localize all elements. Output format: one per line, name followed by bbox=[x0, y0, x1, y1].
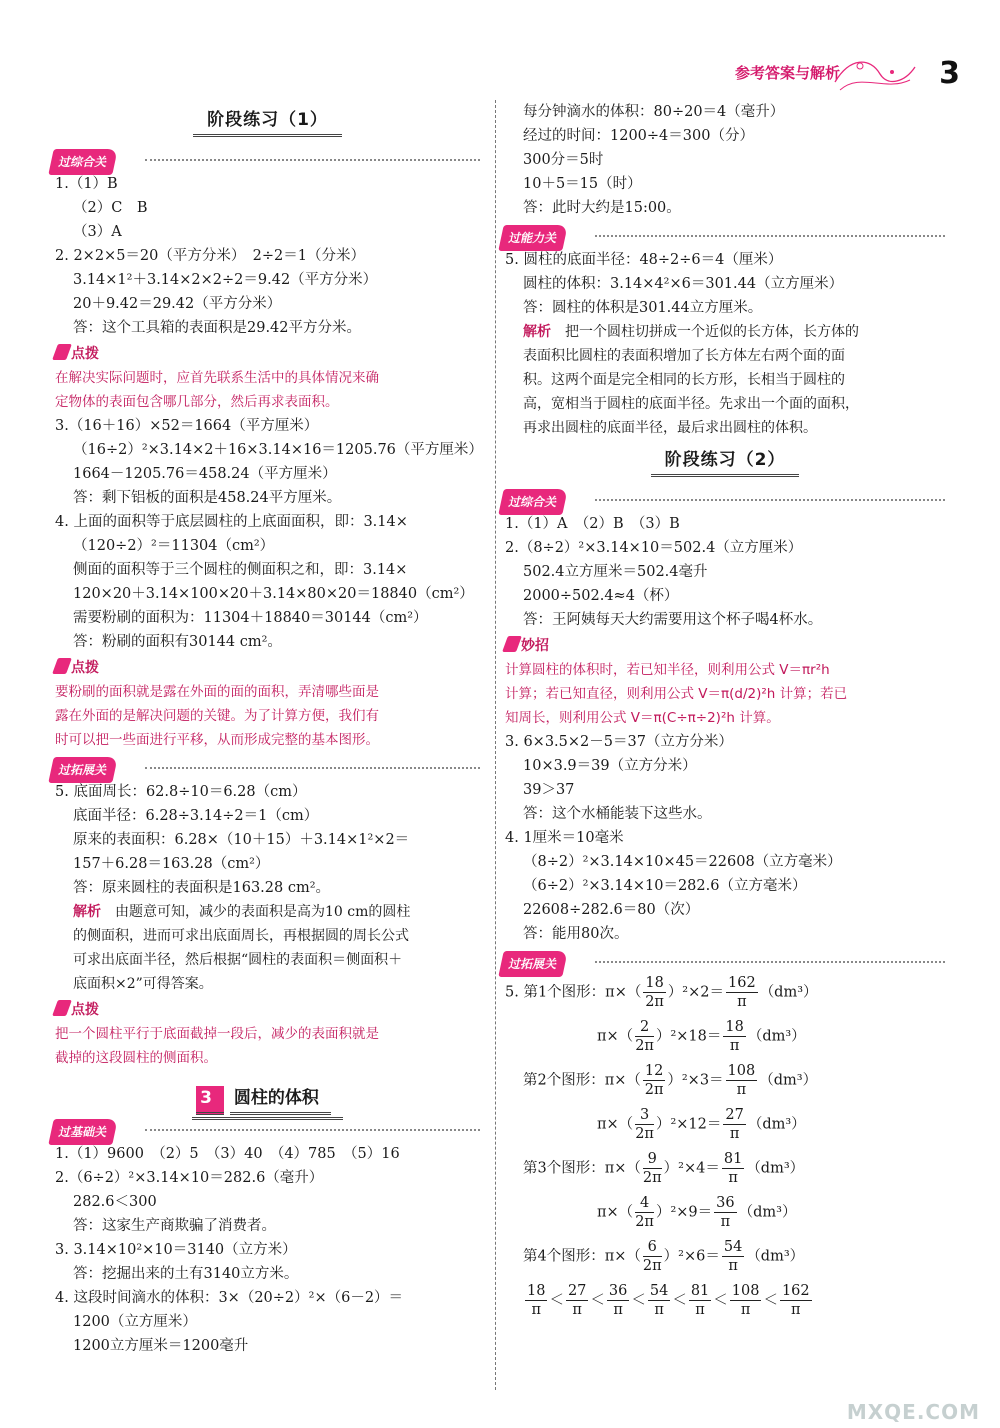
answer-line: 4. 这段时间滴水的体积：3×（20÷2）²×（6－2）＝ bbox=[55, 1290, 404, 1306]
answer-line: 1200（立方厘米） bbox=[73, 1314, 197, 1330]
lightbulb-icon bbox=[502, 636, 522, 652]
answer-line: 答：这个水桶能装下这些水。 bbox=[523, 806, 712, 822]
column-divider bbox=[495, 100, 496, 1390]
analysis-line: 表面积比圆柱的表面积增加了长方体左右两个面的面 bbox=[523, 348, 845, 364]
answer-line: 答：这家生产商欺骗了消费者。 bbox=[73, 1218, 276, 1234]
watermark: MXQE.COM bbox=[846, 1400, 980, 1424]
answer-line: 120×20＋3.14×100×20＋3.14×80×20＝18840（cm²） bbox=[73, 586, 474, 602]
tip-line: 知周长，则利用公式 V＝π(C÷π÷2)²h 计算。 bbox=[505, 710, 780, 726]
answer-line: 282.6＜300 bbox=[73, 1194, 157, 1210]
answer-line: 2000÷502.4≈4（杯） bbox=[523, 588, 679, 604]
formula-line: 5. 第1个图形：π×（ $\frac{18}{2\pi}$ ）²×2＝ $\frac{162}{\pi}$ （dm³） bbox=[505, 975, 818, 1010]
answer-line: 3. 3.14×10²×10＝3140（立方米） bbox=[55, 1242, 297, 1258]
answer-line: 圆柱的体积：3.14×4²×6＝301.44（立方厘米） bbox=[523, 276, 844, 292]
answer-line: 需要粉刷的面积为：11304＋18840＝30144（cm²） bbox=[73, 610, 428, 626]
section-title: 阶段练习（2） bbox=[505, 440, 945, 484]
answer-line: 5. 圆柱的底面半径：48÷2÷6＝4（厘米） bbox=[505, 252, 783, 268]
flourish-icon bbox=[830, 52, 920, 98]
section-title: 阶段练习（1） bbox=[55, 100, 480, 144]
answer-line: 20＋9.42＝29.42（平方分米） bbox=[73, 296, 282, 312]
answer-line: 3. 6×3.5×2－5＝37（立方分米） bbox=[505, 734, 733, 750]
answer-line: 答：这个工具箱的表面积是29.42平方分米。 bbox=[73, 320, 362, 336]
page-number: 3 bbox=[939, 56, 960, 91]
section-badge: 过能力关 bbox=[498, 225, 568, 251]
header-label: 参考答案与解析 bbox=[734, 64, 840, 82]
formula-line: 第4个图形：π×（ $\frac{6}{2\pi}$ ）²×6＝ $\frac{54}{\pi}$ （dm³） bbox=[523, 1239, 805, 1274]
answer-line: 3.（16＋16）×52＝1664（平方厘米） bbox=[55, 418, 319, 434]
analysis-line: 底面积×2”可得答案。 bbox=[73, 976, 213, 992]
left-column bbox=[55, 100, 483, 1358]
tip-heading: 点拨 bbox=[55, 340, 480, 366]
tip-line: 计算圆柱的体积时，若已知半径，则利用公式 V＝πr²h bbox=[505, 662, 830, 678]
answer-line: 502.4立方厘米＝502.4毫升 bbox=[523, 564, 708, 580]
answer-line: 1.（1）A （2）B （3）B bbox=[505, 516, 680, 532]
badge-row bbox=[505, 486, 945, 512]
tip-line: 在解决实际问题时，应首先联系生活中的具体情况来确 bbox=[55, 370, 379, 386]
tip-heading: 妙招 bbox=[505, 632, 945, 658]
badge-row bbox=[55, 754, 480, 780]
answer-line: 原来的表面积：6.28×（10＋15）＋3.14×1²×2＝ bbox=[73, 832, 410, 848]
section-badge: 过拓展关 bbox=[498, 951, 568, 977]
tip-heading: 点拨 bbox=[55, 996, 480, 1022]
answer-line: 4. 上面的面积等于底层圆柱的上底面面积，即：3.14× bbox=[55, 514, 408, 530]
answer-line: 每分钟滴水的体积：80÷20＝4（毫升） bbox=[523, 104, 785, 120]
answer-line: 2.（6÷2）²×3.14×10＝282.6（毫升） bbox=[55, 1170, 324, 1186]
answer-line: 10×3.9＝39（立方分米） bbox=[523, 758, 697, 774]
tip-line: 时可以把一些面进行平移，从而形成完整的基本图形。 bbox=[55, 732, 379, 748]
formula-line: π×（ $\frac{3}{2\pi}$ ）²×12＝ $\frac{27}{\pi}$ （dm³） bbox=[597, 1107, 806, 1142]
section-badge: 过拓展关 bbox=[48, 757, 118, 783]
answer-line: 4. 1厘米＝10毫米 bbox=[505, 830, 624, 846]
formula-line: 第2个图形：π×（ $\frac{12}{2\pi}$ ）²×3＝ $\frac{108}{\pi}$ （dm³） bbox=[523, 1063, 818, 1098]
answer-line: 答：圆柱的体积是301.44立方厘米。 bbox=[523, 300, 763, 316]
pencil-icon bbox=[52, 1000, 72, 1016]
badge-row bbox=[55, 146, 480, 172]
pencil-icon bbox=[52, 344, 72, 360]
tip-line: 计算；若已知直径，则利用公式 V＝π(d/2)²h 计算；若已 bbox=[505, 686, 848, 702]
formula-line: π×（ $\frac{2}{2\pi}$ ）²×18＝ $\frac{18}{\pi}$ （dm³） bbox=[597, 1019, 806, 1054]
analysis-line: 再求出圆柱的底面半径，最后求出圆柱的体积。 bbox=[523, 420, 817, 436]
page-header bbox=[560, 52, 960, 102]
answer-line: 1.（1）B bbox=[55, 176, 118, 192]
section-badge: 过综合关 bbox=[48, 149, 118, 175]
answer-line: 1664－1205.76＝458.24（平方厘米） bbox=[73, 466, 337, 482]
analysis-line: 积。这两个面是完全相同的长方形，长相当于圆柱的 bbox=[523, 372, 845, 388]
pencil-icon bbox=[52, 658, 72, 674]
answer-line: 答：剩下铝板的面积是458.24平方厘米。 bbox=[73, 490, 342, 506]
tip-line: 把一个圆柱平行于底面截掉一段后，减少的表面积就是 bbox=[55, 1026, 379, 1042]
answer-line: （16÷2）²×3.14×2＋16×3.14×16＝1205.76（平方厘米） bbox=[73, 442, 483, 458]
answer-line: 1.（1）9600 （2）5 （3）40 （4）785 （5）16 bbox=[55, 1146, 400, 1162]
answer-line: （3）A bbox=[73, 224, 122, 240]
answer-line: 1200立方厘米＝1200毫升 bbox=[73, 1338, 249, 1354]
answer-line: 10＋5＝15（时） bbox=[523, 176, 642, 192]
tip-line: 截掉的这段圆柱的侧面积。 bbox=[55, 1050, 217, 1066]
answer-line: 答：原来圆柱的表面积是163.28 cm²。 bbox=[73, 880, 331, 896]
formula-line: 第3个图形：π×（ $\frac{9}{2\pi}$ ）²×4＝ $\frac{81}{\pi}$ （dm³） bbox=[523, 1151, 805, 1186]
answer-line: 经过的时间：1200÷4＝300（分） bbox=[523, 128, 754, 144]
analysis-line: 高，宽相当于圆柱的底面半径。先求出一个面的面积， bbox=[523, 396, 859, 412]
tip-heading: 点拨 bbox=[55, 654, 480, 680]
answer-line: 22608÷282.6＝80（次） bbox=[523, 902, 700, 918]
analysis-line: 的侧面积，进而可求出底面周长，再根据圆的周长公式 bbox=[73, 928, 409, 944]
badge-row bbox=[505, 948, 945, 974]
formula-line: π×（ $\frac{4}{2\pi}$ ）²×9＝ $\frac{36}{\pi}$ （dm³） bbox=[597, 1195, 797, 1230]
badge-row bbox=[55, 1116, 480, 1142]
answer-line: 答：挖掘出来的土有3140立方米。 bbox=[73, 1266, 299, 1282]
analysis-line: 解析 把一个圆柱切拼成一个近似的长方体，长方体的 bbox=[523, 324, 859, 340]
answer-line: 300分＝5时 bbox=[523, 152, 604, 168]
answer-line: 5. 底面周长：62.8÷10＝6.28（cm） bbox=[55, 784, 307, 800]
analysis-line: 可求出底面半径，然后根据“圆柱的表面积＝侧面积＋ bbox=[73, 952, 403, 968]
analysis-line: 解析 由题意可知，减少的表面积是高为10 cm的圆柱 bbox=[73, 904, 411, 920]
comparison-line: $\frac{18}{\pi}$ ＜ $\frac{27}{\pi}$ ＜ $\frac{36}{\pi}$ ＜ $\frac{54}{\pi}$ ＜ $\frac{81}{\pi}$ ＜ $\frac{108}{\pi}$ ＜ $\frac{162}{\pi}$ bbox=[527, 1283, 810, 1318]
answer-line: （120÷2）²＝11304（cm²） bbox=[73, 538, 275, 554]
tip-line: 要粉刷的面积就是露在外面的面的面积，弄清哪些面是 bbox=[55, 684, 379, 700]
answer-line: 答：粉刷的面积有30144 cm²。 bbox=[73, 634, 282, 650]
section-badge: 过基础关 bbox=[48, 1119, 118, 1145]
answer-line: 答：能用80次。 bbox=[523, 926, 629, 942]
unit-number: 3 bbox=[196, 1086, 224, 1115]
tip-line: 定物体的表面包含哪几部分，然后再求表面积。 bbox=[55, 394, 339, 410]
answer-line: （8÷2）²×3.14×10×45＝22608（立方毫米） bbox=[523, 854, 842, 870]
tip-line: 露在外面的是解决问题的关键。为了计算方便，我们有 bbox=[55, 708, 379, 724]
answer-line: 3.14×1²＋3.14×2×2÷2＝9.42（平方分米） bbox=[73, 272, 378, 288]
unit-title: 3 圆柱的体积 bbox=[55, 1070, 480, 1114]
section-badge: 过综合关 bbox=[498, 489, 568, 515]
answer-line: 底面半径：6.28÷3.14÷2＝1（cm） bbox=[73, 808, 319, 824]
answer-line: （2）C B bbox=[73, 200, 148, 216]
badge-row bbox=[505, 222, 945, 248]
answer-line: （6÷2）²×3.14×10＝282.6（立方毫米） bbox=[523, 878, 807, 894]
answer-line: 答：此时大约是15:00。 bbox=[523, 200, 681, 216]
answer-line: 答：王阿姨每天大约需要用这个杯子喝4杯水。 bbox=[523, 612, 823, 628]
answer-line: 157＋6.28＝163.28（cm²） bbox=[73, 856, 270, 872]
answer-line: 侧面的面积等于三个圆柱的侧面积之和，即：3.14× bbox=[73, 562, 408, 578]
answer-line: 2. 2×2×5＝20（平方分米） 2÷2＝1（分米） bbox=[55, 248, 365, 264]
right-column bbox=[505, 100, 945, 1326]
answer-line: 2.（8÷2）²×3.14×10＝502.4（立方厘米） bbox=[505, 540, 803, 556]
answer-line: 39＞37 bbox=[523, 782, 575, 798]
